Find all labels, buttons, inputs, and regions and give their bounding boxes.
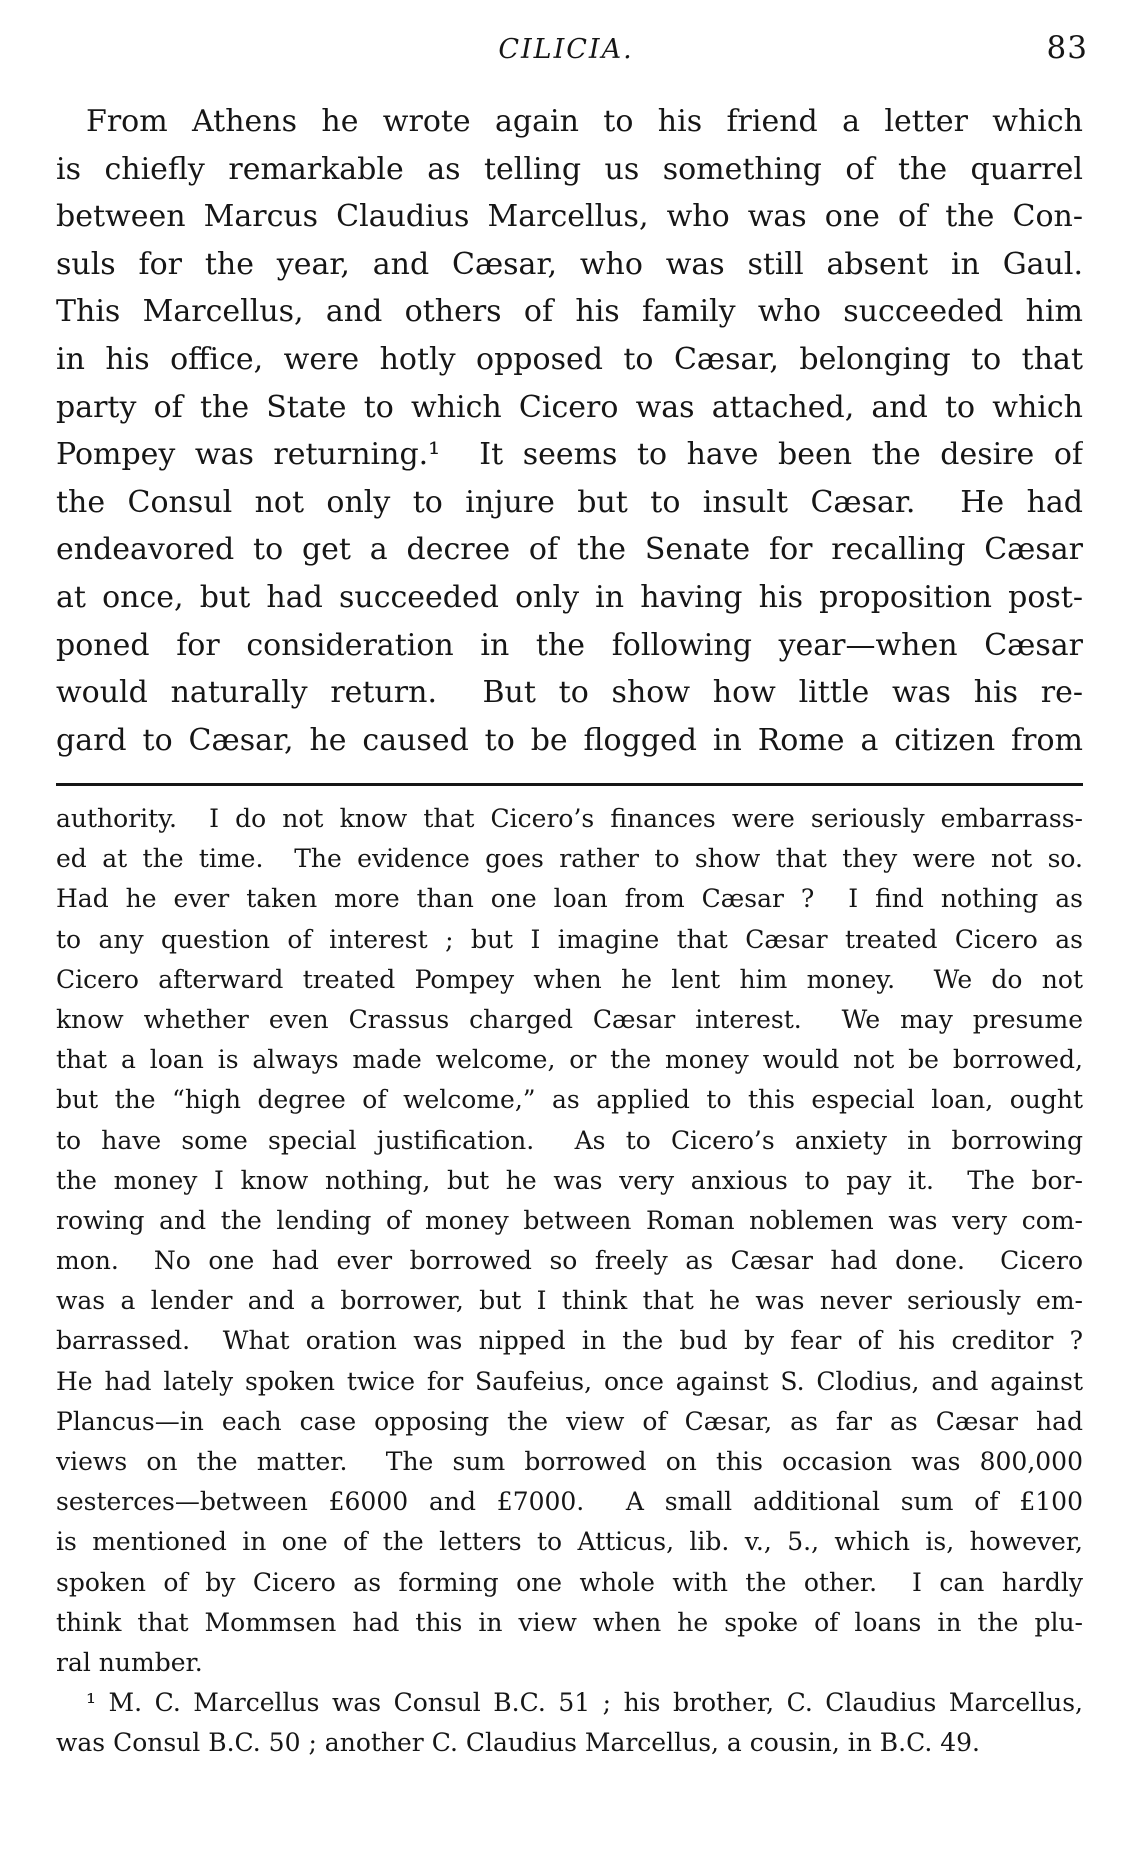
footnote-text-line: to any question of interest ; but I imagine that Cæsar treated Cicero as [56,924,1083,954]
footnote-text-line: was a lender and a borrower, but I think that he was never seriously em- [56,1286,1083,1316]
footnote-text-line: He had lately spoken twice for Saufeius, once against S. Clodius, and against [56,1366,1083,1396]
body-text-line: is chiefly remarkable as telling us something of the quarrel [56,151,1083,187]
footnote-text-line: views on the matter. The sum borrowed on this occasion was 800,000 [56,1447,1083,1476]
footnote-text-line: the money I know nothing, but he was very anxious to pay it. The bor- [56,1165,1083,1195]
footnote-text-line: that a loan is always made welcome, or the money would not be borrowed, [56,1045,1083,1075]
footnote-text-line: ral number. [56,1647,203,1677]
body-text-line: party of the State to which Cicero was attached, and to which [56,389,1083,425]
body-text-line: at once, but had succeeded only in having his proposition post- [56,579,1083,615]
page-number: 83 [1046,30,1088,66]
footnote-text-line: think that Mommsen had this in view when he spoke of loans in the plu- [56,1607,1083,1637]
footnote-text-line: sesterces—between £6000 and £7000. A small additional sum of £100 [56,1487,1083,1517]
footnote-text-line: to have some special justification. As to Cicero’s anxiety in borrowing [56,1125,1083,1155]
footnote-text-line: spoken of by Cicero as forming one whole with the other. I can hardly [56,1567,1083,1597]
footnote-text-line: is mentioned in one of the letters to Atticus, lib. v., 5., which is, however, [56,1527,1083,1557]
footnote-text-line: authority. I do not know that Cicero’s finances were seriously embarrass- [56,804,1083,833]
footnote-block [56,799,1083,1764]
body-text-line: endeavored to get a decree of the Senate for recalling Cæsar [56,532,1083,568]
body-text-line: gard to Cæsar, he caused to be flogged in Rome a citizen from [56,722,1083,758]
footnote-text-line: ed at the time. The evidence goes rather to show that they were not so. [56,844,1083,874]
footnote-text-line: Had he ever taken more than one loan from Cæsar ? I find nothing as [56,884,1083,914]
body-text-line: between Marcus Claudius Marcellus, who was one of the Con- [56,199,1083,235]
footnote-text-line: Plancus—in each case opposing the view of Cæsar, as far as Cæsar had [56,1406,1083,1436]
running-head: CILICIA. [498,34,634,65]
footnote-text-line: was Consul B.C. 50 ; another C. Claudius Marcellus, a cousin, in B.C. 49. [56,1728,980,1758]
footnote-text-line: barrassed. What oration was nipped in the bud by fear of his creditor ? [56,1326,1083,1356]
body-text-line: suls for the year, and Cæsar, who was still absent in Gaul. [56,246,1083,282]
footnote-text-line: rowing and the lending of money between Roman noblemen was very com- [56,1205,1083,1235]
body-text-line: Pompey was returning.¹ It seems to have been the desire of [56,437,1083,473]
footnote-text-line: know whether even Crassus charged Cæsar interest. We may presume [56,1004,1083,1034]
body-text-line: would naturally return. But to show how little was his re- [56,675,1083,711]
body-text-line: the Consul not only to injure but to insult Cæsar. He had [56,484,1083,520]
body-text-line: This Marcellus, and others of his family who succeeded him [56,294,1083,330]
footnote-text-line: ¹ M. C. Marcellus was Consul B.C. 51 ; his brother, C. Claudius Marcellus, [86,1688,1083,1718]
footnote-separator-rule [56,783,1083,786]
footnote-text-line: Cicero afterward treated Pompey when he lent him money. We do not [56,964,1083,994]
footnote-text-line: but the “high degree of welcome,” as applied to this especial loan, ought [56,1085,1083,1115]
footnote-text-line: mon. No one had ever borrowed so freely as Cæsar had done. Cicero [56,1246,1083,1276]
body-text-line: poned for consideration in the following year—when Cæsar [56,627,1083,663]
main-text-block [56,98,1083,764]
body-text-line: From Athens he wrote again to his friend a letter which [86,104,1083,139]
body-text-line: in his office, were hotly opposed to Cæsar, belonging to that [56,341,1083,377]
